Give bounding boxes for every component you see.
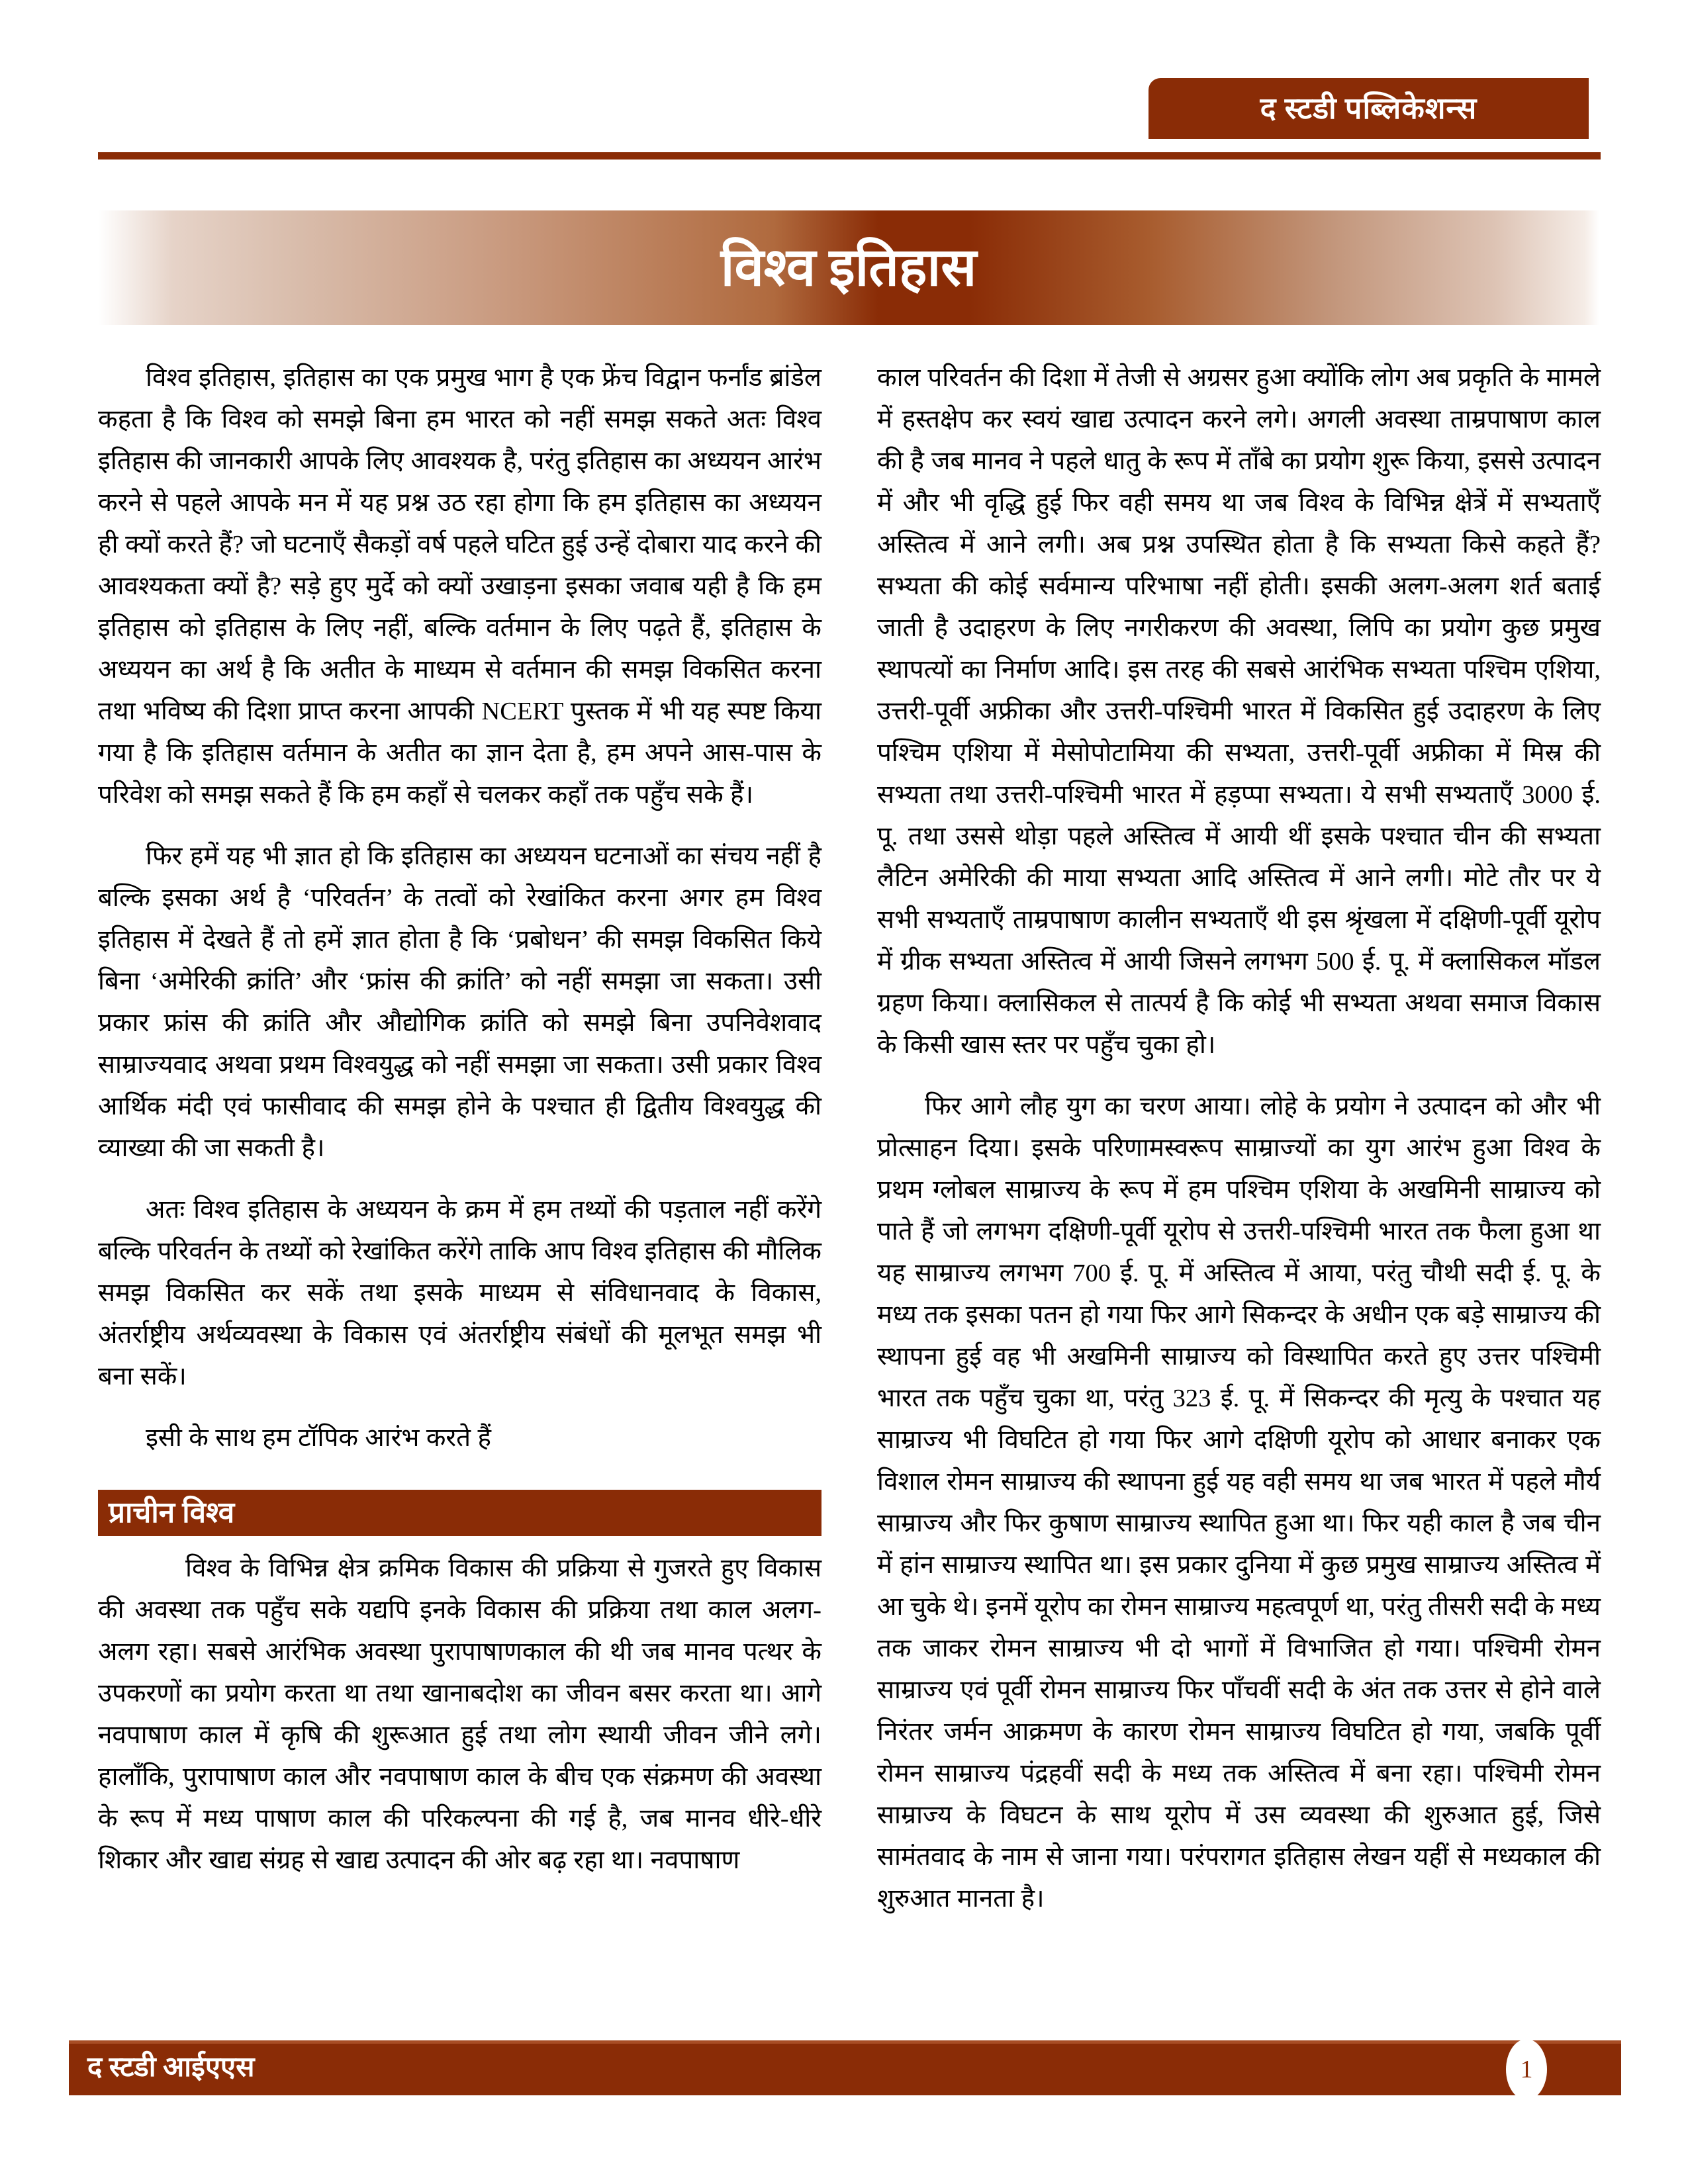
publisher-brand-label: द स्टडी पब्लिकेशन्स [1260, 91, 1477, 125]
footer-bar [69, 2044, 1621, 2095]
paragraph: काल परिवर्तन की दिशा में तेजी से अग्रसर हुआ क्योंकि लोग अब प्रकृति के मामले में हस्तक्षेप कर स्वयं खाद्य उत्पादन करने लगे। अगली अवस्था ताम्रपाषाण काल की है जब मानव ने पहले धातु के रूप में ताँबे का प्रयोग शुरू किया, इससे उत्पादन में और भी वृद्धि हुई फिर वही समय था जब विश्व के विभिन्न क्षेत्रें में सभ्यताएँ अस्तित्व में आने लगी। अब प्रश्न उपस्थित होता है कि सभ्यता किसे कहते हैं? सभ्यता की कोई सर्वमान्य परिभाषा नहीं होती। इसकी अलग-अलग शर्त बताई जाती है उदाहरण के लिए नगरीकरण की अवस्था, लिपि का प्रयोग कुछ प्रमुख स्थापत्यों का निर्माण आदि। इस तरह की सबसे आरंभिक सभ्यता पश्चिम एशिया, उत्तरी-पूर्वी अफ्रीका और उत्तरी-पश्चिमी भारत में विकसित हुई उदाहरण के लिए पश्चिम एशिया में मेसोपोटामिया की सभ्यता, उत्तरी-पूर्वी अफ्रीका में मिस्र की सभ्यता तथा उत्तरी-पश्चिमी भारत में हड़प्पा सभ्यता। ये सभी सभ्यताएँ 3000 ई. पू. तथा उससे थोड़ा पहले अस्तित्व में आयी थीं इसके पश्चात चीन की सभ्यता लैटिन अमेरिकी की माया सभ्यता आदि अस्तित्व में आने लगी। मोटे तौर पर ये सभी सभ्यताएँ ताम्रपाषाण कालीन सभ्यताएँ थी इस श्रृंखला में दक्षिणी-पूर्वी यूरोप में ग्रीक सभ्यता अस्तित्व में आयी जिसने लगभग 500 ई. पू. में क्लासिकल मॉडल ग्रहण किया। क्लासिकल से तात्पर्य है कि कोई भी सभ्यता अथवा समाज विकास के किसी खास स्तर पर पहुँच चुका हो। [877, 364, 1601, 1059]
footer-brand-label: द स्टडी आईएएस [87, 2052, 255, 2083]
page-header [0, 0, 1688, 165]
section-heading-label: प्राचीन विश्व [109, 1496, 235, 1529]
paragraph: विश्व इतिहास, इतिहास का एक प्रमुख भाग है एक फ्रेंच विद्वान फर्नांड ब्रांडेल कहता है कि विश्व को समझे बिना हम भारत को नहीं समझ सकते अतः विश्व इतिहास की जानकारी आपके लिए आवश्यक है, परंतु इतिहास का अध्ययन आरंभ करने से पहले आपके मन में यह प्रश्न उठ रहा होगा कि हम इतिहास का अध्ययन ही क्यों करते हैं? जो घटनाएँ सैकड़ों वर्ष पहले घटित हुई उन्हें दोबारा याद करने की आवश्यकता क्यों है? सड़े हुए मुर्दे को क्यों उखाड़ना इसका जवाब यही है कि हम इतिहास को इतिहास के लिए नहीं, बल्कि वर्तमान के लिए पढ़ते हैं, इतिहास के अध्ययन का अर्थ है कि अतीत के माध्यम से वर्तमान की समझ विकसित करना तथा भविष्य की दिशा प्राप्त करना आपकी NCERT पुस्तक में भी यह स्पष्ट किया गया है कि इतिहास वर्तमान के अतीत का ज्ञान देता है, हम अपने आस-पास के परिवेश को समझ सकते हैं कि हम कहाँ से चलकर कहाँ तक पहुँच सके हैं। [98, 364, 821, 809]
publisher-brand-tab [1149, 78, 1589, 139]
paragraph: अतः विश्व इतिहास के अध्ययन के क्रम में हम तथ्यों की पड़ताल नहीं करेंगे बल्कि परिवर्तन के तथ्यों को रेखांकित करेंगे ताकि आप विश्व इतिहास की मौलिक समझ विकसित कर सकें तथा इसके माध्यम से संविधानवाद के विकास, अंतर्राष्ट्रीय अर्थव्यवस्था के विकास एवं अंतर्राष्ट्रीय संबंधों की मूलभूत समझ भी बना सकें। [98, 1196, 821, 1390]
article-body [98, 357, 1601, 1992]
page-footer [0, 2035, 1688, 2134]
page-number-badge [1506, 2039, 1547, 2100]
paragraph: विश्व के विभिन्न क्षेत्र क्रमिक विकास की प्रक्रिया से गुजरते हुए विकास की अवस्था तक पहुँच सके यद्यपि इनके विकास की प्रक्रिया तथा काल अलग-अलग रहा। सबसे आरंभिक अवस्था पुरापाषाणकाल की थी जब मानव पत्थर के उपकरणों का प्रयोग करता था तथा खानाबदोश का जीवन बसर करता था। आगे नवपाषाण काल में कृषि की शुरूआत हुई तथा लोग स्थायी जीवन जीने लगे। हालाँकि, पुरापाषाण काल और नवपाषाण काल के बीच एक संक्रमण की अवस्था के रूप में मध्य पाषाण काल की परिकल्पना की गई है, जब मानव धीरे-धीरे शिकार और खाद्य संग्रह से खाद्य उत्पादन की ओर बढ़ रहा था। नवपाषाण [98, 1555, 821, 1874]
section-heading-bar [98, 1490, 821, 1536]
paragraph: फिर हमें यह भी ज्ञात हो कि इतिहास का अध्ययन घटनाओं का संचय नहीं है बल्कि इसका अर्थ है ‘परिवर्तन’ के तत्वों को रेखांकित करना अगर हम विश्व इतिहास में देखते हैं तो हमें ज्ञात होता है कि ‘प्रबोधन’ की समझ विकसित किये बिना ‘अमेरिकी क्रांति’ और ‘फ्रांस की क्रांति’ को नहीं समझा जा सकता। उसी प्रकार फ्रांस की क्रांति और औद्योगिक क्रांति को समझे बिना उपनिवेशवाद साम्राज्यवाद अथवा प्रथम विश्वयुद्ध को नहीं समझा जा सकता। उसी प्रकार विश्व आर्थिक मंदी एवं फासीवाद की समझ होने के पश्चात ही द्वितीय विश्वयुद्ध की व्याख्या की जा सकती है। [98, 842, 821, 1162]
page-title: विश्व इतिहास [720, 238, 977, 297]
header-divider-rule [98, 152, 1601, 159]
right-column [877, 357, 1601, 1992]
paragraph: फिर आगे लौह युग का चरण आया। लोहे के प्रयोग ने उत्पादन को और भी प्रोत्साहन दिया। इसके परिणामस्वरूप साम्राज्यों का युग आरंभ हुआ विश्व के प्रथम ग्लोबल साम्राज्य के रूप में हम पश्चिम एशिया के अखमिनी साम्राज्य को पाते हैं जो लगभग दक्षिणी-पूर्वी यूरोप से उत्तरी-पश्चिमी भारत तक फैला हुआ था यह साम्राज्य लगभग 700 ई. पू. में अस्तित्व में आया, परंतु चौथी सदी ई. पू. के मध्य तक इसका पतन हो गया फिर आगे सिकन्दर के अधीन एक बड़े साम्राज्य की स्थापना हुई वह भी अखमिनी साम्राज्य को विस्थापित करते हुए उत्तर पश्चिमी भारत तक पहुँच चुका था, परंतु 323 ई. पू. में सिकन्दर की मृत्यु के पश्चात यह साम्राज्य भी विघटित हो गया फिर आगे दक्षिणी यूरोप को आधार बनाकर एक विशाल रोमन साम्राज्य की स्थापना हुई यह वही समय था जब भारत में पहले मौर्य साम्राज्य और फिर कुषाण साम्राज्य स्थापित हुआ था। फिर यही काल है जब चीन में हांन साम्राज्य स्थापित था। इस प्रकार दुनिया में कुछ प्रमुख साम्राज्य अस्तित्व में आ चुके थे। इनमें यूरोप का रोमन साम्राज्य महत्वपूर्ण था, परंतु तीसरी सदी के मध्य तक जाकर रोमन साम्राज्य भी दो भागों में विभाजित हो गया। पश्चिमी रोमन साम्राज्य एवं पूर्वी रोमन साम्राज्य फिर पाँचवीं सदी के अंत तक उत्तर से होने वाले निरंतर जर्मन आक्रमण के कारण रोमन साम्राज्य विघटित हो गया, जबकि पूर्वी रोमन साम्राज्य पंद्रहवीं सदी के मध्य तक अस्तित्व में बना रहा। पश्चिमी रोमन साम्राज्य के विघटन के साथ यूरोप में उस व्यवस्था की शुरुआत हुई, जिसे सामंतवाद के नाम से जाना गया। परंपरागत इतिहास लेखन यहीं से मध्यकाल की शुरुआत मानता है। [877, 1093, 1601, 1913]
paragraph: इसी के साथ हम टॉपिक आरंभ करते हैं [146, 1424, 491, 1452]
left-column [98, 357, 821, 1992]
page-number-label: 1 [1520, 2056, 1533, 2083]
chapter-title-banner [98, 210, 1599, 325]
